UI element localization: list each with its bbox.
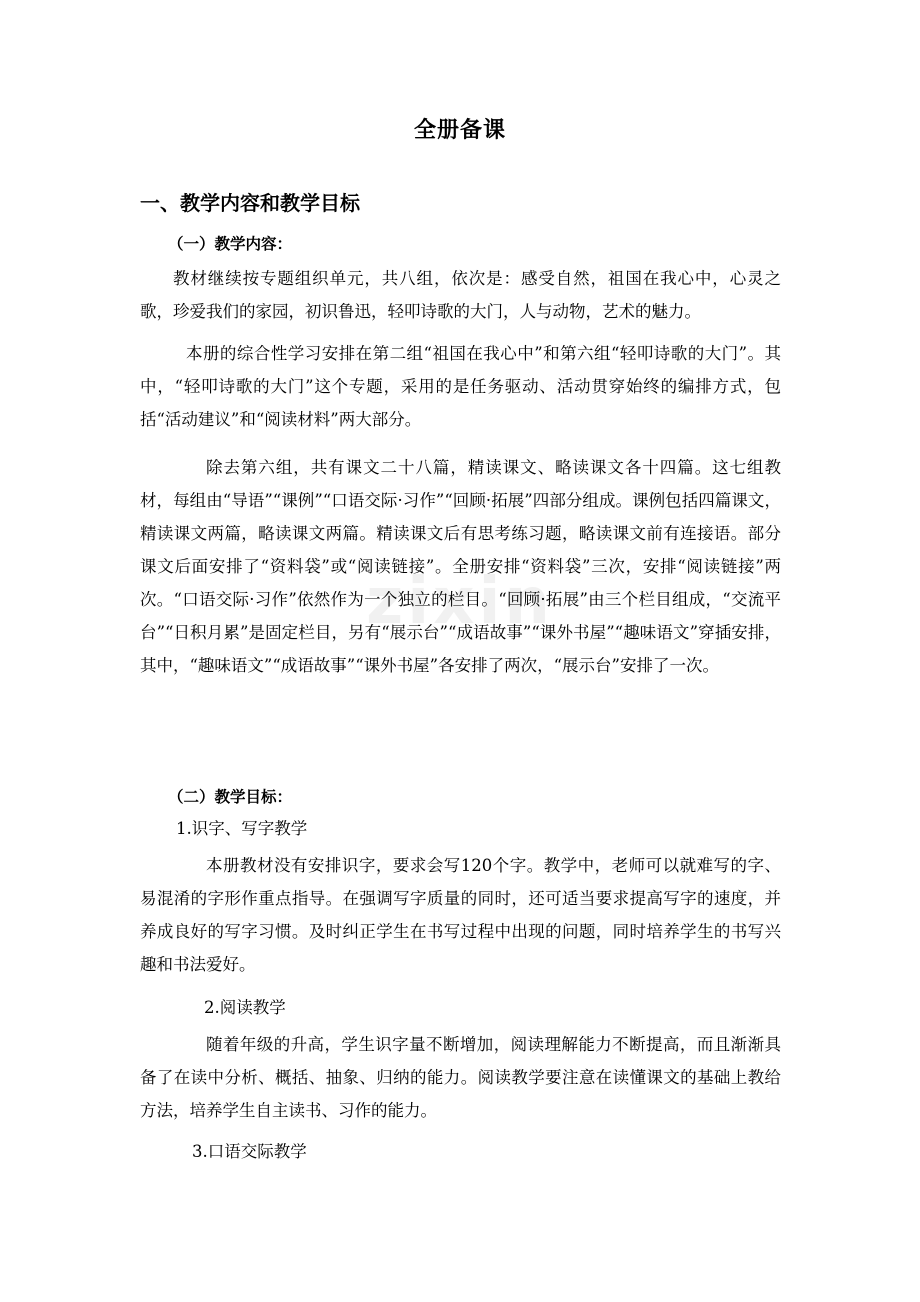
item-title-speaking: 3.口语交际教学 — [192, 1142, 307, 1161]
paragraph-texts-structure: 除去第六组，共有课文二十八篇，精读课文、略读课文各十四篇。这七组教材，每组由“导语”“课例”“口语交际·习作”“回顾·拓展”四部分组成。课例包括四篇课文，精读课文两篇，略读课文两篇。精读课文后有思考练习题，略读课文前有连接语。部分课文后面安排了“资料袋”或“阅读链接”。全册安排“资料袋”三次，安排“阅读链接”两次。“口语交际·习作”依然作为一个独立的栏目。“回顾·拓展”由三个栏目组成，“交流平台”“日积月累”是固定栏目，另有“展示台”“成语故事”“课外书屋”“趣味语文”穿插安排，其中，“趣味语文”“成语故事”“课外书屋”各安排了两次，“展示台”安排了一次。 — [140, 458, 781, 675]
subsection-heading-content: （一）教学内容： — [168, 235, 293, 253]
paragraph-comprehensive-study: 本册的综合性学习安排在第二组“祖国在我心中”和第六组“轻叩诗歌的大门”。其中，“轻叩诗歌的大门”这个专题，采用的是任务驱动、活动贯穿始终的编排方式，包括“活动建议”和“阅读材料”两大部分。 — [140, 344, 781, 429]
paragraph-reading: 随着年级的升高，学生识字量不断增加，阅读理解能力不断提高，而且渐渐具备了在读中分析、概括、抽象、归纳的能力。阅读教学要注意在读懂课文的基础上教给方法，培养学生自主读书、习作的能力。 — [140, 1035, 781, 1120]
item-title-writing: 1.识字、写字教学 — [176, 819, 308, 838]
item-title-reading: 2.阅读教学 — [204, 998, 286, 1017]
paragraph-writing: 本册教材没有安排识字，要求会写120个字。教学中，老师可以就难写的字、易混淆的字形作重点指导。在强调写字质量的同时，还可适当要求提高写字的速度，并养成良好的写字习惯。及时纠正学生在书写过程中出现的问题，同时培养学生的书写兴趣和书法爱好。 — [140, 856, 781, 974]
section-heading-1: 一、教学内容和教学目标 — [140, 191, 360, 215]
watermark: zixin — [366, 565, 554, 639]
page-title: 全册备课 — [413, 118, 506, 143]
paragraph-units: 教材继续按专题组织单元，共八组，依次是：感受自然，祖国在我心中，心灵之歌，珍爱我们的家园，初识鲁迅，轻叩诗歌的大门，人与动物，艺术的魅力。 — [140, 269, 781, 321]
subsection-heading-goals: （二）教学目标： — [168, 788, 293, 806]
